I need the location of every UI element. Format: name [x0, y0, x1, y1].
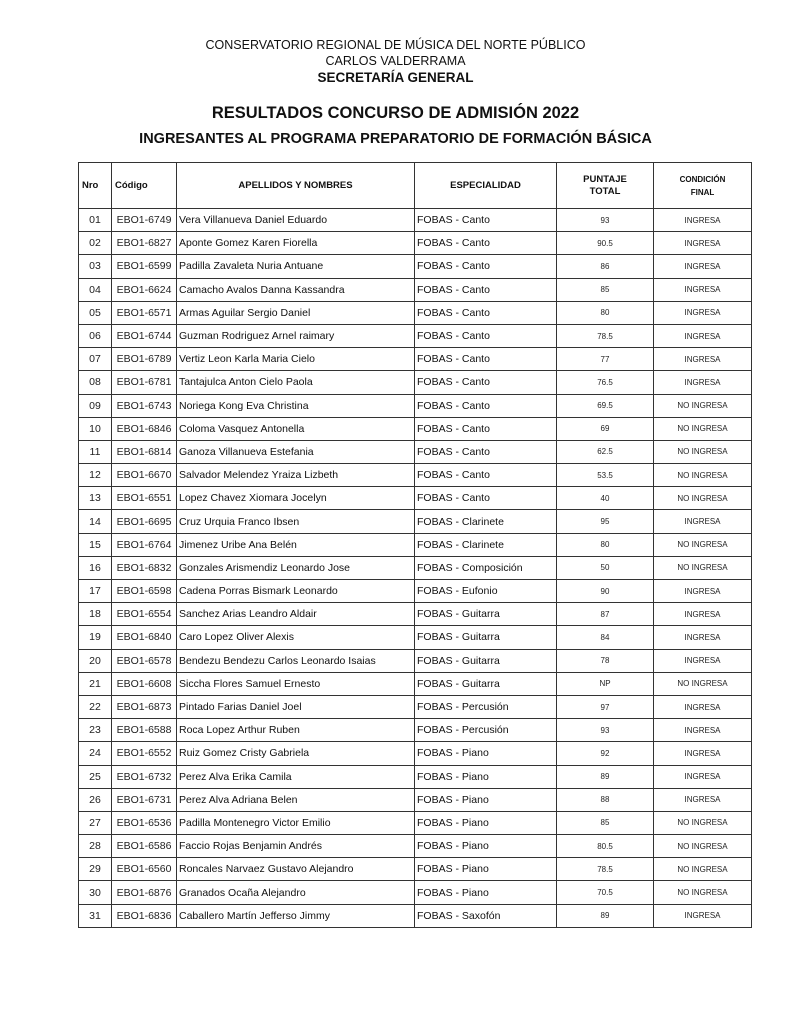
- cell-nro: 28: [79, 835, 112, 858]
- cell-condicion: INGRESA: [654, 324, 752, 347]
- cell-condicion: INGRESA: [654, 209, 752, 232]
- table-row: [79, 742, 752, 765]
- cell-codigo: EBO1-6578: [112, 649, 177, 672]
- cell-especialidad: FOBAS - Guitarra: [415, 626, 557, 649]
- cell-codigo: EBO1-6599: [112, 255, 177, 278]
- cell-nro: 17: [79, 580, 112, 603]
- cell-condicion: NO INGRESA: [654, 487, 752, 510]
- cell-especialidad: FOBAS - Piano: [415, 765, 557, 788]
- cell-nombre: Noriega Kong Eva Christina: [177, 394, 415, 417]
- cell-condicion: NO INGRESA: [654, 556, 752, 579]
- cell-puntaje: 84: [557, 626, 654, 649]
- cell-especialidad: FOBAS - Canto: [415, 464, 557, 487]
- cell-codigo: EBO1-6764: [112, 533, 177, 556]
- cell-puntaje: 89: [557, 904, 654, 927]
- cell-nombre: Vera Villanueva Daniel Eduardo: [177, 209, 415, 232]
- table-row: [79, 765, 752, 788]
- condicion-label-line2: FINAL: [690, 187, 715, 197]
- cell-puntaje: 70.5: [557, 881, 654, 904]
- cell-especialidad: FOBAS - Canto: [415, 255, 557, 278]
- cell-nro: 26: [79, 788, 112, 811]
- cell-nro: 05: [79, 301, 112, 324]
- cell-puntaje: 88: [557, 788, 654, 811]
- cell-nombre: Sanchez Arias Leandro Aldair: [177, 603, 415, 626]
- cell-condicion: NO INGRESA: [654, 533, 752, 556]
- cell-condicion: INGRESA: [654, 603, 752, 626]
- cell-nro: 04: [79, 278, 112, 301]
- cell-codigo: EBO1-6731: [112, 788, 177, 811]
- cell-nombre: Siccha Flores Samuel Ernesto: [177, 672, 415, 695]
- table-row: [79, 695, 752, 718]
- cell-nro: 24: [79, 742, 112, 765]
- cell-codigo: EBO1-6695: [112, 510, 177, 533]
- cell-codigo: EBO1-6749: [112, 209, 177, 232]
- cell-especialidad: FOBAS - Piano: [415, 858, 557, 881]
- table-row: [79, 440, 752, 463]
- table-row: [79, 348, 752, 371]
- cell-nro: 20: [79, 649, 112, 672]
- cell-nombre: Caro Lopez Oliver Alexis: [177, 626, 415, 649]
- cell-codigo: EBO1-6827: [112, 232, 177, 255]
- cell-condicion: NO INGRESA: [654, 881, 752, 904]
- cell-especialidad: FOBAS - Canto: [415, 417, 557, 440]
- cell-codigo: EBO1-6670: [112, 464, 177, 487]
- cell-especialidad: FOBAS - Piano: [415, 811, 557, 834]
- cell-nro: 02: [79, 232, 112, 255]
- institution-name: CONSERVATORIO REGIONAL DE MÚSICA DEL NORTE PÚBLICO: [205, 38, 586, 52]
- cell-nombre: Guzman Rodriguez Arnel raimary: [177, 324, 415, 347]
- cell-especialidad: FOBAS - Guitarra: [415, 672, 557, 695]
- cell-codigo: EBO1-6743: [112, 394, 177, 417]
- cell-puntaje: 40: [557, 487, 654, 510]
- cell-puntaje: 97: [557, 695, 654, 718]
- cell-puntaje: 85: [557, 278, 654, 301]
- cell-codigo: EBO1-6846: [112, 417, 177, 440]
- cell-nro: 10: [79, 417, 112, 440]
- condicion-label-line1: CONDICIÓN: [679, 174, 726, 184]
- cell-puntaje: 77: [557, 348, 654, 371]
- cell-nombre: Tantajulca Anton Cielo Paola: [177, 371, 415, 394]
- cell-puntaje: 93: [557, 209, 654, 232]
- cell-condicion: INGRESA: [654, 278, 752, 301]
- cell-especialidad: FOBAS - Canto: [415, 209, 557, 232]
- page-subtitle: INGRESANTES AL PROGRAMA PREPARATORIO DE FORMACIÓN BÁSICA: [139, 131, 652, 147]
- cell-puntaje: 92: [557, 742, 654, 765]
- cell-especialidad: FOBAS - Piano: [415, 881, 557, 904]
- table-row: [79, 394, 752, 417]
- cell-nro: 15: [79, 533, 112, 556]
- cell-nombre: Bendezu Bendezu Carlos Leonardo Isaias: [177, 649, 415, 672]
- table-row: [79, 324, 752, 347]
- cell-condicion: INGRESA: [654, 788, 752, 811]
- cell-especialidad: FOBAS - Canto: [415, 394, 557, 417]
- cell-puntaje: 80: [557, 533, 654, 556]
- table-row: [79, 510, 752, 533]
- table-row: [79, 556, 752, 579]
- cell-nombre: Roca Lopez Arthur Ruben: [177, 719, 415, 742]
- cell-nombre: Caballero Martín Jefferso Jimmy: [177, 904, 415, 927]
- table-row: [79, 533, 752, 556]
- cell-nombre: Armas Aguilar Sergio Daniel: [177, 301, 415, 324]
- table-row: [79, 835, 752, 858]
- table-row: [79, 788, 752, 811]
- cell-especialidad: FOBAS - Canto: [415, 301, 557, 324]
- cell-condicion: INGRESA: [654, 765, 752, 788]
- table-row: [79, 649, 752, 672]
- column-header-nro: Nro: [79, 163, 112, 209]
- cell-nro: 19: [79, 626, 112, 649]
- table-row: [79, 278, 752, 301]
- cell-puntaje: 87: [557, 603, 654, 626]
- cell-condicion: NO INGRESA: [654, 417, 752, 440]
- cell-condicion: INGRESA: [654, 348, 752, 371]
- cell-condicion: INGRESA: [654, 580, 752, 603]
- cell-condicion: NO INGRESA: [654, 858, 752, 881]
- cell-nombre: Aponte Gomez Karen Fiorella: [177, 232, 415, 255]
- cell-codigo: EBO1-6552: [112, 742, 177, 765]
- cell-codigo: EBO1-6832: [112, 556, 177, 579]
- table-row: [79, 626, 752, 649]
- table-row: [79, 603, 752, 626]
- cell-nro: 11: [79, 440, 112, 463]
- cell-puntaje: 78.5: [557, 324, 654, 347]
- cell-puntaje: 85: [557, 811, 654, 834]
- cell-especialidad: FOBAS - Piano: [415, 742, 557, 765]
- cell-nro: 31: [79, 904, 112, 927]
- cell-codigo: EBO1-6840: [112, 626, 177, 649]
- department-name: SECRETARÍA GENERAL: [317, 70, 474, 85]
- cell-especialidad: FOBAS - Clarinete: [415, 533, 557, 556]
- cell-condicion: INGRESA: [654, 695, 752, 718]
- table-row: [79, 904, 752, 927]
- table-row: [79, 881, 752, 904]
- cell-nombre: Roncales Narvaez Gustavo Alejandro: [177, 858, 415, 881]
- cell-condicion: NO INGRESA: [654, 440, 752, 463]
- cell-especialidad: FOBAS - Canto: [415, 348, 557, 371]
- cell-nro: 06: [79, 324, 112, 347]
- cell-nro: 27: [79, 811, 112, 834]
- cell-especialidad: FOBAS - Guitarra: [415, 603, 557, 626]
- cell-nro: 13: [79, 487, 112, 510]
- cell-codigo: EBO1-6598: [112, 580, 177, 603]
- cell-especialidad: FOBAS - Canto: [415, 487, 557, 510]
- cell-nro: 30: [79, 881, 112, 904]
- cell-puntaje: 90: [557, 580, 654, 603]
- table-row: [79, 209, 752, 232]
- cell-nro: 08: [79, 371, 112, 394]
- table-header-row: [79, 163, 752, 209]
- cell-nro: 07: [79, 348, 112, 371]
- table-row: [79, 811, 752, 834]
- cell-codigo: EBO1-6560: [112, 858, 177, 881]
- cell-puntaje: 76.5: [557, 371, 654, 394]
- cell-puntaje: 95: [557, 510, 654, 533]
- table-row: [79, 301, 752, 324]
- cell-especialidad: FOBAS - Saxofón: [415, 904, 557, 927]
- column-header-puntaje: [557, 163, 654, 209]
- cell-condicion: INGRESA: [654, 255, 752, 278]
- cell-nro: 21: [79, 672, 112, 695]
- cell-nro: 01: [79, 209, 112, 232]
- cell-especialidad: FOBAS - Canto: [415, 440, 557, 463]
- column-header-nombres: APELLIDOS Y NOMBRES: [177, 163, 415, 209]
- cell-condicion: INGRESA: [654, 626, 752, 649]
- cell-nombre: Vertiz Leon Karla Maria Cielo: [177, 348, 415, 371]
- table-row: [79, 232, 752, 255]
- cell-nro: 25: [79, 765, 112, 788]
- cell-codigo: EBO1-6789: [112, 348, 177, 371]
- cell-condicion: NO INGRESA: [654, 464, 752, 487]
- cell-condicion: NO INGRESA: [654, 672, 752, 695]
- cell-nro: 23: [79, 719, 112, 742]
- cell-codigo: EBO1-6781: [112, 371, 177, 394]
- cell-codigo: EBO1-6876: [112, 881, 177, 904]
- results-table: [78, 162, 752, 928]
- column-header-condicion: [654, 163, 752, 209]
- cell-especialidad: FOBAS - Canto: [415, 232, 557, 255]
- cell-nro: 29: [79, 858, 112, 881]
- cell-especialidad: FOBAS - Percusión: [415, 695, 557, 718]
- cell-codigo: EBO1-6608: [112, 672, 177, 695]
- cell-especialidad: FOBAS - Composición: [415, 556, 557, 579]
- cell-nombre: Perez Alva Adriana Belen: [177, 788, 415, 811]
- cell-especialidad: FOBAS - Piano: [415, 835, 557, 858]
- cell-nombre: Jimenez Uribe Ana Belén: [177, 533, 415, 556]
- cell-codigo: EBO1-6873: [112, 695, 177, 718]
- cell-codigo: EBO1-6571: [112, 301, 177, 324]
- cell-puntaje: 80: [557, 301, 654, 324]
- table-row: [79, 371, 752, 394]
- cell-puntaje: 78: [557, 649, 654, 672]
- cell-especialidad: FOBAS - Guitarra: [415, 649, 557, 672]
- cell-codigo: EBO1-6624: [112, 278, 177, 301]
- cell-puntaje: 86: [557, 255, 654, 278]
- table-row: [79, 672, 752, 695]
- column-header-codigo: Código: [112, 163, 177, 209]
- cell-nombre: Camacho Avalos Danna Kassandra: [177, 278, 415, 301]
- cell-nro: 16: [79, 556, 112, 579]
- cell-nro: 22: [79, 695, 112, 718]
- cell-codigo: EBO1-6836: [112, 904, 177, 927]
- table-row: [79, 464, 752, 487]
- cell-condicion: INGRESA: [654, 301, 752, 324]
- cell-condicion: NO INGRESA: [654, 394, 752, 417]
- cell-condicion: INGRESA: [654, 232, 752, 255]
- table-row: [79, 255, 752, 278]
- cell-codigo: EBO1-6588: [112, 719, 177, 742]
- cell-nombre: Lopez Chavez Xiomara Jocelyn: [177, 487, 415, 510]
- cell-condicion: INGRESA: [654, 510, 752, 533]
- cell-nombre: Ganoza Villanueva Estefania: [177, 440, 415, 463]
- page-title: RESULTADOS CONCURSO DE ADMISIÓN 2022: [211, 104, 580, 122]
- cell-nombre: Padilla Montenegro Victor Emilio: [177, 811, 415, 834]
- cell-condicion: INGRESA: [654, 742, 752, 765]
- cell-especialidad: FOBAS - Percusión: [415, 719, 557, 742]
- table-row: [79, 417, 752, 440]
- cell-puntaje: 69.5: [557, 394, 654, 417]
- cell-puntaje: 53.5: [557, 464, 654, 487]
- cell-puntaje: 93: [557, 719, 654, 742]
- institution-subname: CARLOS VALDERRAMA: [325, 54, 466, 68]
- cell-puntaje: 78.5: [557, 858, 654, 881]
- cell-codigo: EBO1-6551: [112, 487, 177, 510]
- cell-nombre: Salvador Melendez Yraiza Lizbeth: [177, 464, 415, 487]
- cell-nombre: Ruiz Gomez Cristy Gabriela: [177, 742, 415, 765]
- cell-nombre: Padilla Zavaleta Nuria Antuane: [177, 255, 415, 278]
- cell-especialidad: FOBAS - Clarinete: [415, 510, 557, 533]
- cell-nro: 12: [79, 464, 112, 487]
- cell-puntaje: 89: [557, 765, 654, 788]
- cell-codigo: EBO1-6814: [112, 440, 177, 463]
- table-row: [79, 719, 752, 742]
- cell-condicion: INGRESA: [654, 904, 752, 927]
- cell-codigo: EBO1-6586: [112, 835, 177, 858]
- cell-especialidad: FOBAS - Canto: [415, 324, 557, 347]
- cell-puntaje: 50: [557, 556, 654, 579]
- cell-nombre: Pintado Farias Daniel Joel: [177, 695, 415, 718]
- cell-puntaje: 80.5: [557, 835, 654, 858]
- column-header-especialidad: ESPECIALIDAD: [415, 163, 557, 209]
- cell-nro: 14: [79, 510, 112, 533]
- cell-condicion: INGRESA: [654, 371, 752, 394]
- cell-puntaje: 90.5: [557, 232, 654, 255]
- cell-especialidad: FOBAS - Piano: [415, 788, 557, 811]
- cell-nombre: Coloma Vasquez Antonella: [177, 417, 415, 440]
- cell-nro: 03: [79, 255, 112, 278]
- cell-nombre: Perez Alva Erika Camila: [177, 765, 415, 788]
- cell-especialidad: FOBAS - Canto: [415, 371, 557, 394]
- cell-puntaje: NP: [557, 672, 654, 695]
- cell-condicion: INGRESA: [654, 649, 752, 672]
- cell-nro: 18: [79, 603, 112, 626]
- cell-nombre: Granados Ocaña Alejandro: [177, 881, 415, 904]
- cell-especialidad: FOBAS - Eufonio: [415, 580, 557, 603]
- cell-condicion: INGRESA: [654, 719, 752, 742]
- cell-codigo: EBO1-6732: [112, 765, 177, 788]
- cell-nombre: Cadena Porras Bismark Leonardo: [177, 580, 415, 603]
- table-row: [79, 858, 752, 881]
- puntaje-label-line2: TOTAL: [589, 185, 621, 197]
- cell-puntaje: 69: [557, 417, 654, 440]
- puntaje-label-line1: PUNTAJE: [583, 173, 627, 185]
- cell-condicion: NO INGRESA: [654, 835, 752, 858]
- cell-nombre: Faccio Rojas Benjamin Andrés: [177, 835, 415, 858]
- cell-nombre: Gonzales Arismendiz Leonardo Jose: [177, 556, 415, 579]
- cell-codigo: EBO1-6744: [112, 324, 177, 347]
- cell-nombre: Cruz Urquia Franco Ibsen: [177, 510, 415, 533]
- table-row: [79, 487, 752, 510]
- cell-condicion: NO INGRESA: [654, 811, 752, 834]
- cell-nro: 09: [79, 394, 112, 417]
- cell-puntaje: 62.5: [557, 440, 654, 463]
- cell-codigo: EBO1-6536: [112, 811, 177, 834]
- table-row: [79, 580, 752, 603]
- cell-especialidad: FOBAS - Canto: [415, 278, 557, 301]
- cell-codigo: EBO1-6554: [112, 603, 177, 626]
